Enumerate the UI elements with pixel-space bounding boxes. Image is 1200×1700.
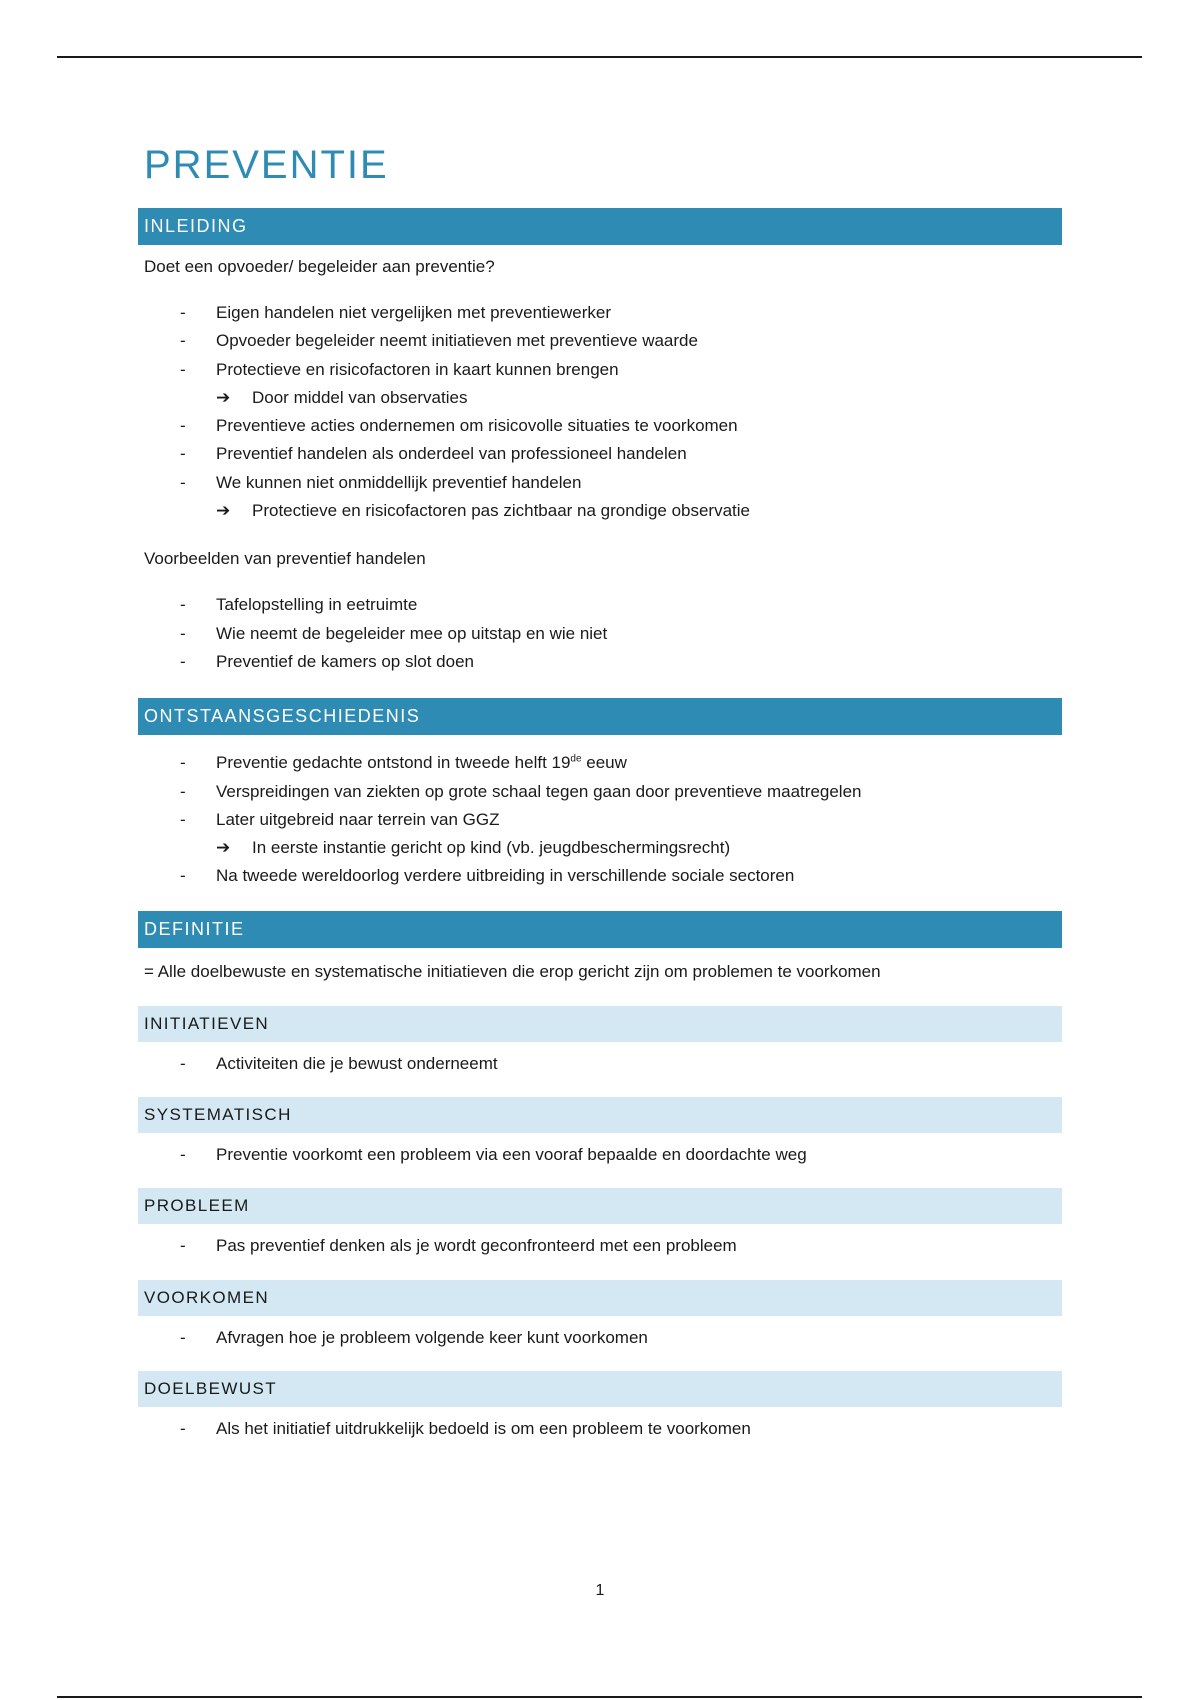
heading-voorkomen: VOORKOMEN — [138, 1280, 1062, 1316]
doelbewust-list — [138, 1415, 1062, 1443]
voorkomen-list — [138, 1324, 1062, 1352]
list-subitem: ➔ Door middel van observaties — [138, 384, 1062, 412]
list-item: - Preventief de kamers op slot doen — [180, 651, 474, 671]
heading-systematisch: SYSTEMATISCH — [138, 1097, 1062, 1133]
heading-probleem: PROBLEEM — [138, 1188, 1062, 1224]
document-page — [138, 140, 1062, 1443]
list-item: - Opvoeder begeleider neemt initiatieven met preventieve waarde — [180, 331, 698, 351]
list-item: - Preventie voorkomt een probleem via een vooraf bepaalde en doordachte weg — [180, 1145, 807, 1165]
list-item: - Wie neemt de begeleider mee op uitstap en wie niet — [180, 623, 608, 643]
list-item: - Protectieve en risicofactoren in kaart kunnen brengen — [180, 359, 619, 379]
list-item: - Preventief handelen als onderdeel van professioneel handelen — [180, 444, 687, 464]
list-item: - Als het initiatief uitdrukkelijk bedoeld is om een probleem te voorkomen — [180, 1418, 751, 1438]
examples-intro: Voorbeelden van preventief handelen — [144, 549, 426, 569]
list-item: - Activiteiten die je bewust onderneemt — [180, 1053, 498, 1073]
inleiding-question: Doet een opvoeder/ begeleider aan preventie? — [144, 257, 495, 276]
definitie-text: = Alle doelbewuste en systematische initiatieven die erop gericht zijn om problemen te voorkomen — [144, 961, 881, 981]
arrow-icon: ➔ — [216, 838, 231, 858]
examples-list — [138, 591, 1062, 676]
list-item: - Tafelopstelling in eetruimte — [180, 595, 418, 615]
list-item: - Preventie gedachte ontstond in tweede helft 19de eeuw — [180, 753, 627, 773]
heading-doelbewust: DOELBEWUST — [138, 1371, 1062, 1407]
list-item: - Preventieve acties ondernemen om risicovolle situaties te voorkomen — [180, 416, 738, 436]
footer-rule — [57, 1696, 1142, 1698]
inleiding-list — [138, 299, 1062, 525]
systematisch-list — [138, 1141, 1062, 1169]
geschiedenis-list — [138, 749, 1062, 890]
arrow-icon: ➔ — [216, 387, 231, 407]
heading-inleiding: INLEIDING — [138, 208, 1062, 245]
heading-definitie: DEFINITIE — [138, 911, 1062, 948]
arrow-icon: ➔ — [216, 501, 231, 521]
page-number: 1 — [595, 1582, 605, 1599]
list-item: - Pas preventief denken als je wordt geconfronteerd met een probleem — [180, 1236, 737, 1256]
list-item: - We kunnen niet onmiddellijk preventief handelen — [180, 472, 582, 492]
document-title: PREVENTIE — [144, 143, 389, 187]
list-item: - Afvragen hoe je probleem volgende keer kunt voorkomen — [180, 1327, 648, 1347]
probleem-list — [138, 1232, 1062, 1260]
initiatieven-list — [138, 1050, 1062, 1078]
list-subitem: ➔ In eerste instantie gericht op kind (vb. jeugdbeschermingsrecht) — [138, 834, 1062, 862]
list-item: - Verspreidingen van ziekten op grote schaal tegen gaan door preventieve maatregelen — [180, 781, 862, 801]
heading-initiatieven: INITIATIEVEN — [138, 1006, 1062, 1042]
list-subitem: ➔ Protectieve en risicofactoren pas zichtbaar na grondige observatie — [138, 497, 1062, 525]
list-item: - Later uitgebreid naar terrein van GGZ — [180, 809, 500, 829]
list-item: - Na tweede wereldoorlog verdere uitbreiding in verschillende sociale sectoren — [180, 866, 795, 886]
heading-ontstaansgeschiedenis: ONTSTAANSGESCHIEDENIS — [138, 698, 1062, 735]
header-rule — [57, 56, 1142, 58]
list-item: - Eigen handelen niet vergelijken met preventiewerker — [180, 303, 612, 322]
